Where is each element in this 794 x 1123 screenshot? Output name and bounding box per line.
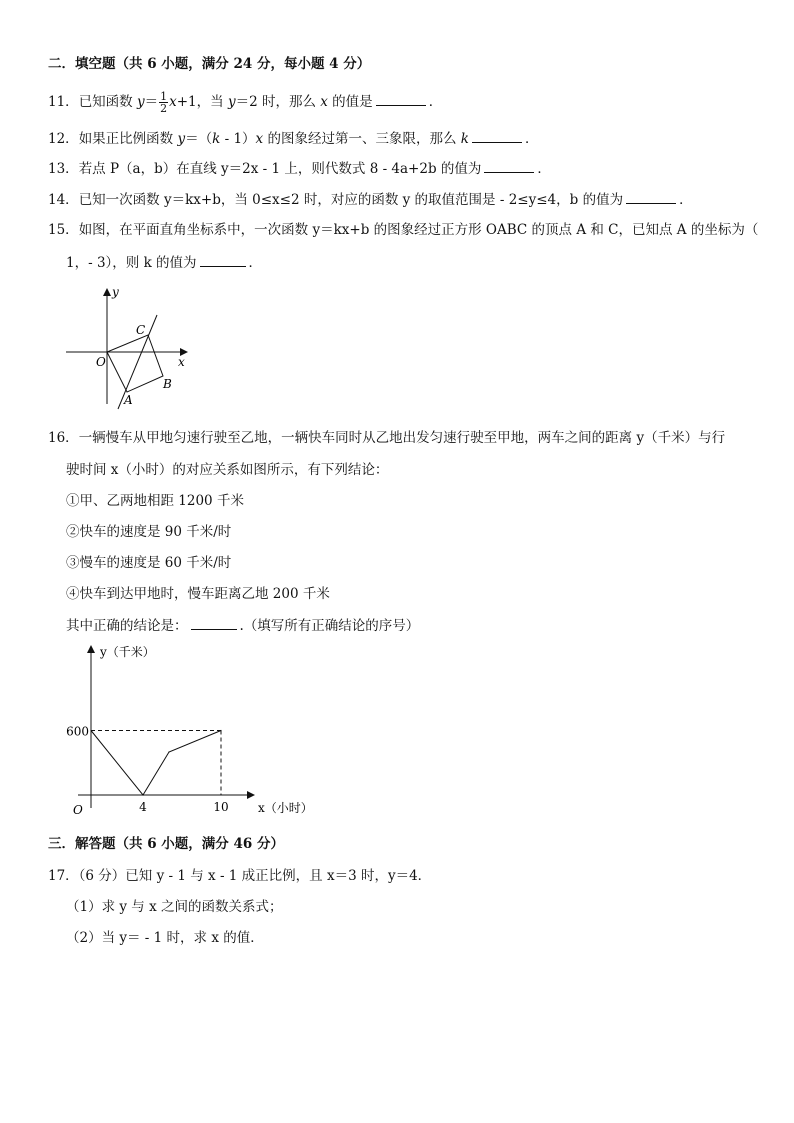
question-17-part-1: （1）求 y 与 x 之间的函数关系式； [66,899,283,915]
question-17-part-2: （2）当 y＝ - 1 时，求 x 的值． [66,930,264,946]
question-16-line-1: 16．一辆慢车从甲地匀速行驶至乙地，一辆快车同时从乙地出发匀速行驶至甲地，两车之间的距离 y（千米）与行 [48,430,726,446]
answer-blank-15[interactable] [200,252,246,267]
data-point-2 [168,751,169,752]
fraction-one-half: $\frac{1}{2}$ [160,90,168,115]
distance-series-line [91,731,221,796]
x-tick-label-10: 10 [213,800,229,814]
fig-b-label: B [163,377,172,391]
conclusion-3: ③慢车的速度是 60 千米/时 [66,555,232,571]
question-11: 11．已知函数 y＝ $\frac{1}{2}$ x+1，当 y＝2 时，那么 x 的值是 ． [48,90,443,115]
conclusion-2: ②快车的速度是 90 千米/时 [66,524,232,540]
fig-y-label: y [112,285,119,299]
data-point-1 [142,794,143,795]
fig-a-label: A [124,393,133,407]
y-tick-label-600: 600 [66,724,89,739]
answer-blank-14[interactable] [626,189,676,204]
answer-blank-12[interactable] [472,128,522,143]
answer-blank-16[interactable] [191,615,237,630]
question-13: 13．若点 P（a，b）在直线 y＝2x - 1 上，则代数式 8 - 4a+2b 的值为 ． [48,158,551,179]
question-15-line-2: 1，- 3），则 k 的值为 ． [66,252,262,273]
chart-y-axis-label: y（千米） [100,645,155,659]
answer-blank-11[interactable] [376,91,426,106]
conclusion-4: ④快车到达甲地时，慢车距离乙地 200 千米 [66,586,330,602]
question-12: 12．如果正比例函数 y＝（k - 1）x 的图象经过第一、三象限，那么 k ． [48,128,538,149]
question-16-ask: 其中正确的结论是： .（填写所有正确结论的序号） [66,615,419,636]
chart-x-axis-label: x（小时） [258,801,313,815]
distance-time-chart [58,640,318,825]
question-16-line-2: 驶时间 x（小时）的对应关系如图所示，有下列结论： [66,462,389,478]
question-17-line-1: 17．（6 分）已知 y - 1 与 x - 1 成正比例，且 x＝3 时，y＝4． [48,868,432,884]
chart-origin-label: O [73,803,83,817]
x-tick-label-4: 4 [139,800,147,814]
square-oabc-figure [60,282,200,412]
section-3-title: 三．解答题（共 6 小题，满分 46 分） [48,836,284,852]
answer-blank-13[interactable] [484,158,534,173]
question-14: 14．已知一次函数 y＝kx+b，当 0≤x≤2 时，对应的函数 y 的取值范围是 - 2≤y≤4，b 的值为 ． [48,189,693,210]
fig-o-label: O [96,355,106,369]
question-15-line-1: 15．如图，在平面直角坐标系中，一次函数 y＝kx+b 的图象经过正方形 OABC 的顶点 A 和 C，已知点 A 的坐标为（ [48,222,759,238]
section-2-title: 二．填空题（共 6 小题，满分 24 分，每小题 4 分） [48,56,371,72]
fig-x-label: x [178,355,185,369]
fig-c-label: C [136,323,146,337]
conclusion-1: ①甲、乙两地相距 1200 千米 [66,493,244,509]
